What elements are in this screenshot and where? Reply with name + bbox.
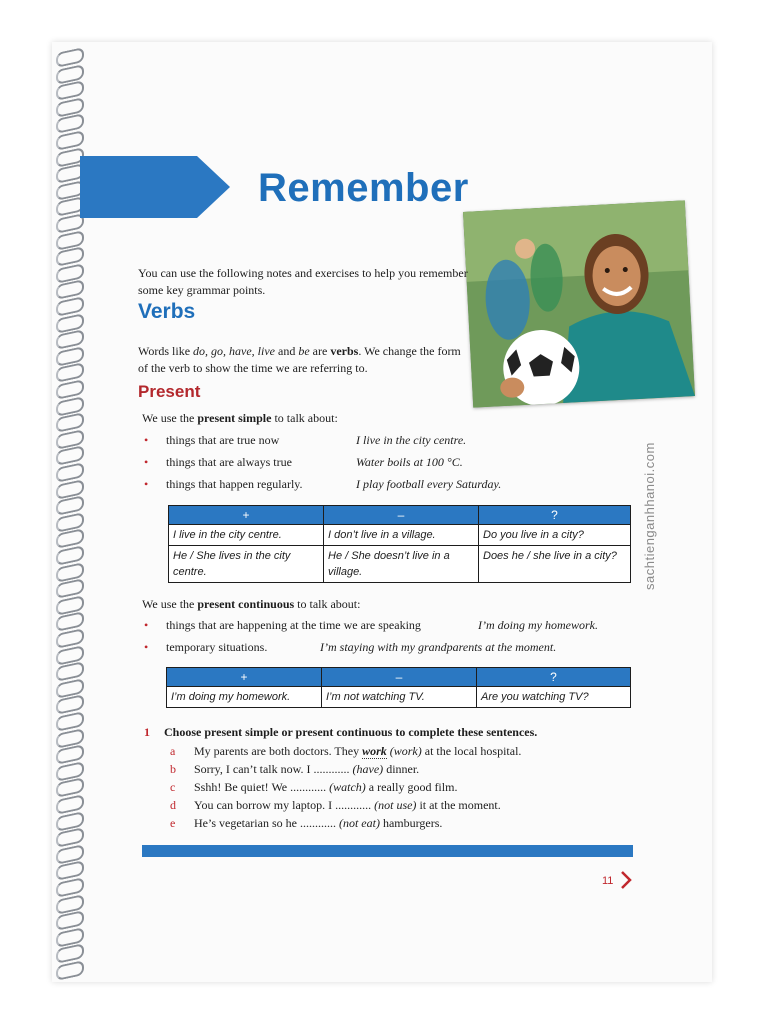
present-simple-table <box>168 505 631 583</box>
exercise-item: d You can borrow my laptop. I ............ (not use) it at the moment. <box>170 798 501 812</box>
page-number: 11 <box>602 875 614 887</box>
table-row <box>167 687 631 708</box>
simple-bullet: • things that are always true Water boils at 100 °C. <box>144 455 463 469</box>
girl-with-football-photo <box>463 200 695 407</box>
table-cell: I don’t live in a village. <box>324 525 479 546</box>
table-row <box>169 525 631 546</box>
exercise-item: b Sorry, I can’t talk now. I ............ (have) dinner. <box>170 762 420 776</box>
table-header-question: ? <box>477 668 631 687</box>
exercise-instruction: 1 Choose present simple or present continuous to complete these sentences. <box>144 725 538 739</box>
exercise-item: a My parents are both doctors. They work (work) at the local hospital. <box>170 744 522 758</box>
simple-bullet: • things that are true now I live in the city centre. <box>144 433 467 447</box>
page-title: Remember <box>258 166 469 210</box>
verbs-heading: Verbs <box>138 300 196 323</box>
table-header-positive: + <box>169 506 324 525</box>
present-simple-lead: We use the present simple to talk about: <box>142 411 338 425</box>
table-cell: Are you watching TV? <box>477 687 631 708</box>
table-cell: I’m not watching TV. <box>322 687 477 708</box>
chevron-right-icon <box>620 870 632 895</box>
simple-bullet: • things that happen regularly. I play football every Saturday. <box>144 477 502 491</box>
present-continuous-table <box>166 667 631 708</box>
present-continuous-lead: We use the present continuous to talk about: <box>142 597 361 611</box>
table-cell: He / She lives in the city centre. <box>169 546 324 583</box>
continuous-bullet: • things that are happening at the time we are speaking I’m doing my homework. <box>144 618 598 632</box>
table-header-positive: + <box>167 668 322 687</box>
watermark-text: sachtienganhhanoi.com <box>642 442 657 590</box>
exercise-item: e He’s vegetarian so he ............ (not eat) hamburgers. <box>170 816 443 830</box>
table-cell: He / She doesn’t live in a village. <box>324 546 479 583</box>
present-heading: Present <box>138 382 201 401</box>
table-cell: Do you live in a city? <box>479 525 631 546</box>
table-header-question: ? <box>479 506 631 525</box>
table-header-negative: – <box>322 668 477 687</box>
spiral-ring <box>56 960 84 981</box>
bottom-blue-bar <box>142 845 633 857</box>
table-cell: I live in the city centre. <box>169 525 324 546</box>
intro-paragraph: You can use the following notes and exercises to help you remember some key grammar points. <box>138 266 468 297</box>
table-cell: I’m doing my homework. <box>167 687 322 708</box>
exercise-item: c Sshh! Be quiet! We ............ (watch) a really good film. <box>170 780 458 794</box>
table-cell: Does he / she live in a city? <box>479 546 631 583</box>
table-header-negative: – <box>324 506 479 525</box>
verbs-paragraph: Words like do, go, have, live and be are verbs. We change the form of the verb to show the time we are referring to. <box>138 344 461 375</box>
table-row <box>169 546 631 583</box>
continuous-bullet: • temporary situations. I’m staying with my grandparents at the moment. <box>144 640 557 654</box>
